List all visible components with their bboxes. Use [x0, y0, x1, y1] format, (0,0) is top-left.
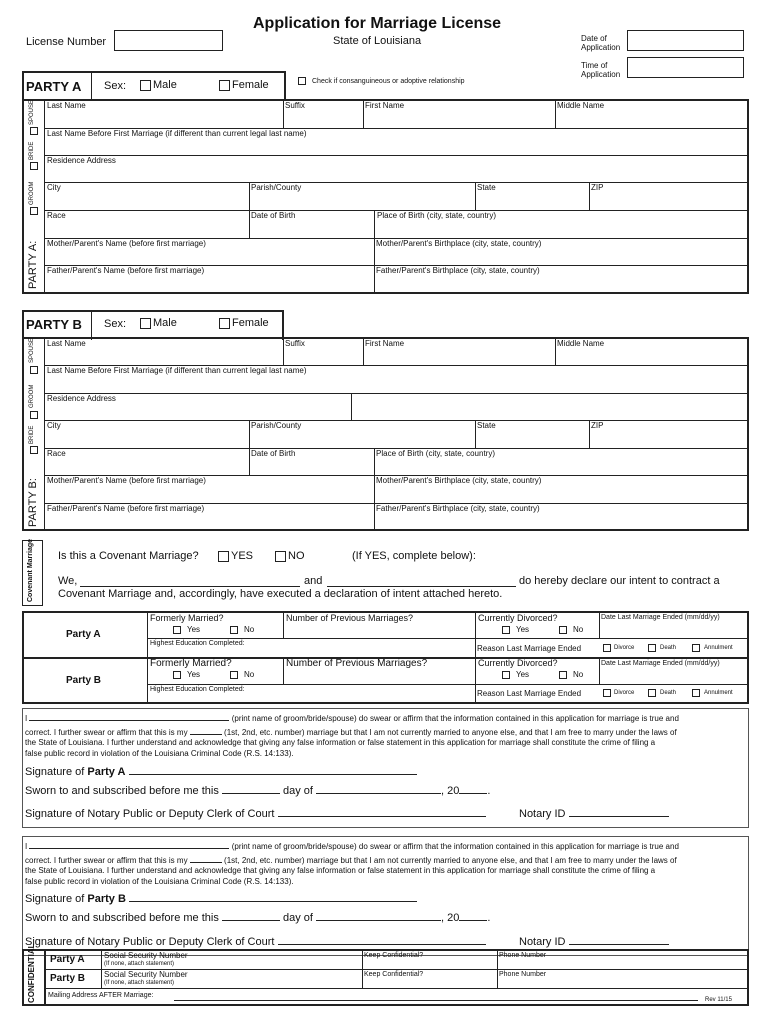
oath-a-print-name-line[interactable]	[29, 711, 229, 721]
oath-b-signature-line[interactable]	[129, 892, 417, 902]
party-b-sex-label: Sex:	[104, 318, 127, 330]
history-b-formerly-no-checkbox[interactable]	[230, 671, 238, 679]
party-a-middle-name-field[interactable]: Middle Name	[557, 101, 605, 110]
party-b-father-birthplace-field[interactable]: Father/Parent's Birthplace (city, state, country)	[376, 504, 540, 513]
history-b-education[interactable]: Highest Education Completed:	[150, 686, 245, 693]
party-a-bride-checkbox[interactable]	[30, 162, 38, 170]
oath-a-text: I (print name of groom/bride/spouse) do swear or affirm that the information contained in this application for marriage is true and correct. I further swear or affirm that this is my (1st, 2nd, etc. number) marriage but that I am not currently married to anyone else, and that I am free to marry under the laws of the State of Louisiana. I further understand and acknowledge that giving any false information or false statement in this application for marriage shall constitute the crime of filing a false public record in violation of the Louisiana Criminal Code (R.S. 14:133).	[25, 711, 745, 759]
history-b-annulment-checkbox[interactable]	[692, 689, 700, 697]
oath-a-notary-id-line[interactable]	[569, 807, 669, 817]
party-a-male-label: Male	[153, 79, 177, 91]
history-a-num-previous[interactable]: Number of Previous Marriages?	[286, 613, 414, 623]
confidential-a-ssn-field[interactable]: Social Security Number	[104, 951, 188, 960]
party-b-title: PARTY B	[26, 317, 82, 332]
confidential-party-b: Party B	[50, 973, 86, 984]
party-b-last-name-field[interactable]: Last Name	[47, 339, 86, 348]
party-a-sex-label: Sex:	[104, 80, 127, 92]
party-b-parish-field[interactable]: Parish/County	[251, 421, 302, 430]
history-a-date-ended[interactable]: Date Last Marriage Ended (mm/dd/yy)	[601, 614, 720, 621]
party-b-spouse-label: SPOUSE	[29, 337, 35, 363]
party-b-female-checkbox[interactable]	[219, 318, 230, 329]
oath-b-print-name-line[interactable]	[29, 839, 229, 849]
party-b-state-field[interactable]: State	[477, 421, 496, 430]
party-a-side-label: PARTY A:	[27, 240, 39, 289]
oath-b-signature: Signature of Party B	[25, 892, 417, 905]
history-b-formerly-married: Formerly Married?	[150, 658, 232, 669]
party-b-mother-birthplace-field[interactable]: Mother/Parent's Birthplace (city, state, country)	[376, 476, 542, 485]
consanguineous-label: Check if consanguineous or adoptive relationship	[312, 78, 465, 85]
party-a-residence-address-field[interactable]: Residence Address	[47, 156, 116, 165]
history-b-death-checkbox[interactable]	[648, 689, 656, 697]
confidential-mailing-line[interactable]	[174, 1000, 698, 1001]
history-a-education[interactable]: Highest Education Completed:	[150, 640, 245, 647]
party-a-bride-label: BRIDE	[29, 141, 35, 160]
party-b-city-field[interactable]: City	[47, 421, 61, 430]
oath-a-notary: Signature of Notary Public or Deputy Clerk of Court	[25, 807, 486, 820]
party-a-zip-field[interactable]: ZIP	[591, 183, 604, 192]
party-b-female-label: Female	[232, 317, 269, 329]
party-a-city-field[interactable]: City	[47, 183, 61, 192]
party-a-race-field[interactable]: Race	[47, 211, 66, 220]
party-b-groom-label: GROOM	[29, 384, 35, 408]
time-application-label: Time of Application	[581, 61, 621, 79]
history-b-annulment-label: Annulment	[704, 690, 733, 696]
license-number-label: License Number	[26, 36, 107, 48]
party-b-father-name-field[interactable]: Father/Parent's Name (before first marriage)	[47, 504, 205, 513]
confidential-a-phone-field[interactable]: Phone Number	[499, 952, 547, 959]
party-b-race-field[interactable]: Race	[47, 449, 66, 458]
history-b-formerly-yes-checkbox[interactable]	[173, 671, 181, 679]
covenant-no-checkbox[interactable]	[275, 551, 286, 562]
party-a-mother-name-field[interactable]: Mother/Parent's Name (before first marriage)	[47, 239, 206, 248]
covenant-declare: do hereby declare our intent to contract a	[519, 575, 720, 587]
oath-b-day-line[interactable]	[222, 911, 280, 921]
oath-b-notary-id-line[interactable]	[569, 935, 669, 945]
history-a-death-label: Death	[660, 645, 677, 651]
history-party-a-label: Party A	[66, 629, 101, 640]
date-application-label: Date of Application	[581, 34, 621, 52]
history-a-yes-label: Yes	[187, 625, 201, 634]
history-b-num-previous[interactable]: Number of Previous Marriages?	[286, 658, 428, 669]
history-a-annulment-label: Annulment	[704, 645, 733, 651]
oath-b-sworn: Sworn to and subscribed before me this day of , 20 .	[25, 912, 491, 924]
party-b-male-label: Male	[153, 317, 177, 329]
history-a-divorce-label: Divorce	[614, 645, 635, 651]
oath-a-sworn: Sworn to and subscribed before me this day of , 20 .	[25, 785, 491, 797]
party-b-male-checkbox[interactable]	[140, 318, 151, 329]
oath-a-signature: Signature of Party A	[25, 765, 417, 778]
history-b-div-no-label: No	[573, 670, 584, 679]
history-a-div-yes-label: Yes	[516, 625, 530, 634]
history-party-b-label: Party B	[66, 675, 102, 686]
history-a-annulment-checkbox[interactable]	[692, 644, 700, 652]
history-a-no-label: No	[244, 625, 255, 634]
history-b-death-label: Death	[660, 690, 677, 696]
party-a-title: PARTY A	[26, 79, 82, 94]
oath-b-notary-id: Notary ID	[519, 935, 669, 948]
party-b-side-label: PARTY B:	[27, 478, 39, 527]
covenant-if-yes: (If YES, complete below):	[352, 550, 476, 562]
party-b-zip-field[interactable]: ZIP	[591, 421, 604, 430]
party-b-mother-name-field[interactable]: Mother/Parent's Name (before first marriage)	[47, 476, 206, 485]
license-number-field[interactable]	[114, 30, 223, 51]
party-a-female-checkbox[interactable]	[219, 80, 230, 91]
history-a-reason: Reason Last Marriage Ended	[477, 644, 582, 653]
party-a-last-name-field[interactable]: Last Name	[47, 101, 86, 110]
history-b-date-ended[interactable]: Date Last Marriage Ended (mm/dd/yy)	[601, 660, 720, 667]
confidential-b-ssn-field[interactable]: Social Security Number	[104, 970, 188, 979]
history-b-no-label: No	[244, 670, 255, 679]
history-a-divorce-checkbox[interactable]	[603, 644, 611, 652]
party-a-mother-birthplace-field[interactable]: Mother/Parent's Birthplace (city, state, country)	[376, 239, 542, 248]
party-a-parish-field[interactable]: Parish/County	[251, 183, 302, 192]
covenant-side-label: Covenant Marriage	[27, 538, 34, 602]
party-a-spouse-label: SPOUSE	[29, 99, 35, 125]
party-a-state-field[interactable]: State	[477, 183, 496, 192]
history-a-formerly-married: Formerly Married?	[150, 613, 224, 623]
confidential-b-keep-field[interactable]: Keep Confidential?	[364, 971, 424, 978]
history-a-divorced-yes-checkbox[interactable]	[502, 626, 510, 634]
history-b-yes-label: Yes	[187, 670, 201, 679]
history-a-divorced-no-checkbox[interactable]	[559, 626, 567, 634]
covenant-yes-checkbox[interactable]	[218, 551, 229, 562]
history-a-formerly-yes-checkbox[interactable]	[173, 626, 181, 634]
oath-a-notary-line[interactable]	[278, 807, 486, 817]
confidential-a-keep-field[interactable]: Keep Confidential?	[364, 952, 424, 959]
covenant-yes-label: YES	[231, 550, 254, 562]
party-a-father-name-field[interactable]: Father/Parent's Name (before first marriage)	[47, 266, 205, 275]
form-subtitle: State of Louisiana	[333, 35, 422, 47]
covenant-no-label: NO	[288, 550, 305, 562]
party-a-dob-field[interactable]: Date of Birth	[251, 211, 296, 220]
form-title: Application for Marriage License	[253, 15, 502, 32]
party-b-spouse-checkbox[interactable]	[30, 366, 38, 374]
party-b-residence-address-field[interactable]: Residence Address	[47, 394, 116, 403]
time-of-application-field[interactable]	[627, 57, 744, 78]
oath-a-day-line[interactable]	[222, 784, 280, 794]
oath-a-notary-id: Notary ID	[519, 807, 669, 820]
history-b-divorced-no-checkbox[interactable]	[559, 671, 567, 679]
party-b-dob-field[interactable]: Date of Birth	[251, 449, 296, 458]
party-b-bride-checkbox[interactable]	[30, 446, 38, 454]
history-b-divorce-label: Divorce	[614, 690, 635, 696]
confidential-party-a: Party A	[50, 954, 85, 965]
party-b-last-name-before-field[interactable]: Last Name Before First Marriage (if different than current legal last name)	[47, 366, 307, 375]
oath-a-month-line[interactable]	[316, 784, 441, 794]
party-a-father-birthplace-field[interactable]: Father/Parent's Birthplace (city, state, country)	[376, 266, 540, 275]
party-b-bride-label: BRIDE	[29, 425, 35, 444]
party-b-birthplace-field[interactable]: Place of Birth (city, state, country)	[376, 449, 496, 458]
oath-b-ordinal-line[interactable]	[190, 853, 222, 863]
party-a-groom-label: GROOM	[29, 181, 35, 205]
party-a-spouse-checkbox[interactable]	[30, 127, 38, 135]
history-a-currently-divorced: Currently Divorced?	[478, 613, 558, 623]
party-b-first-name-field[interactable]: First Name	[365, 339, 405, 348]
party-a-first-name-field[interactable]: First Name	[365, 101, 405, 110]
confidential-b-phone-field[interactable]: Phone Number	[499, 971, 547, 978]
covenant-we: We,	[58, 575, 78, 587]
oath-b-year-line[interactable]	[459, 911, 487, 921]
confidential-b-ssn-note: (If none, attach statement)	[104, 980, 175, 986]
history-a-death-checkbox[interactable]	[648, 644, 656, 652]
history-b-divorced-yes-checkbox[interactable]	[502, 671, 510, 679]
covenant-line2: Covenant Marriage and, accordingly, have executed a declaration of intent attached hereto.	[58, 588, 503, 600]
party-a-suffix-field[interactable]: Suffix	[285, 101, 305, 110]
party-a-birthplace-field[interactable]: Place of Birth (city, state, country)	[377, 211, 497, 220]
date-of-application-field[interactable]	[627, 30, 744, 51]
confidential-mailing-label: Mailing Address AFTER Marriage:	[48, 992, 154, 999]
history-a-formerly-no-checkbox[interactable]	[230, 626, 238, 634]
oath-a-signature-line[interactable]	[129, 765, 417, 775]
covenant-name-b-line[interactable]	[327, 586, 516, 587]
party-a-last-name-before-field[interactable]: Last Name Before First Marriage (if different than current legal last name)	[47, 129, 307, 138]
oath-b-notary-line[interactable]	[278, 935, 486, 945]
party-a-groom-checkbox[interactable]	[30, 207, 38, 215]
consanguineous-checkbox[interactable]	[298, 77, 306, 85]
history-b-divorce-checkbox[interactable]	[603, 689, 611, 697]
oath-b-month-line[interactable]	[316, 911, 441, 921]
oath-b-notary: Signature of Notary Public or Deputy Clerk of Court	[25, 935, 486, 948]
history-b-div-yes-label: Yes	[516, 670, 530, 679]
covenant-question: Is this a Covenant Marriage?	[58, 550, 199, 562]
covenant-name-a-line[interactable]	[80, 586, 300, 587]
revision-label: Rev 11/15	[705, 997, 732, 1003]
party-b-groom-checkbox[interactable]	[30, 411, 38, 419]
party-a-female-label: Female	[232, 79, 269, 91]
confidential-a-ssn-note: (If none, attach statement)	[104, 961, 175, 967]
history-a-div-no-label: No	[573, 625, 584, 634]
oath-a-ordinal-line[interactable]	[190, 725, 222, 735]
history-b-reason: Reason Last Marriage Ended	[477, 689, 582, 698]
party-b-suffix-field[interactable]: Suffix	[285, 339, 305, 348]
history-b-currently-divorced: Currently Divorced?	[478, 658, 558, 668]
party-b-middle-name-field[interactable]: Middle Name	[557, 339, 605, 348]
oath-a-year-line[interactable]	[459, 784, 487, 794]
confidential-side-label: CONFIDENTIAL	[27, 943, 36, 1003]
covenant-and: and	[304, 575, 323, 587]
oath-b-text: I (print name of groom/bride/spouse) do swear or affirm that the information contained in this application for marriage is true and correct. I further swear or affirm that this is my (1st, 2nd, etc. number) marriage but that I am not currently married to anyone else, and that I am free to marry under the laws of the State of Louisiana. I further understand and acknowledge that giving any false information or false statement in this application for marriage shall constitute the crime of filing a false public record in violation of the Louisiana Criminal Code (R.S. 14:133).	[25, 839, 745, 887]
party-a-male-checkbox[interactable]	[140, 80, 151, 91]
